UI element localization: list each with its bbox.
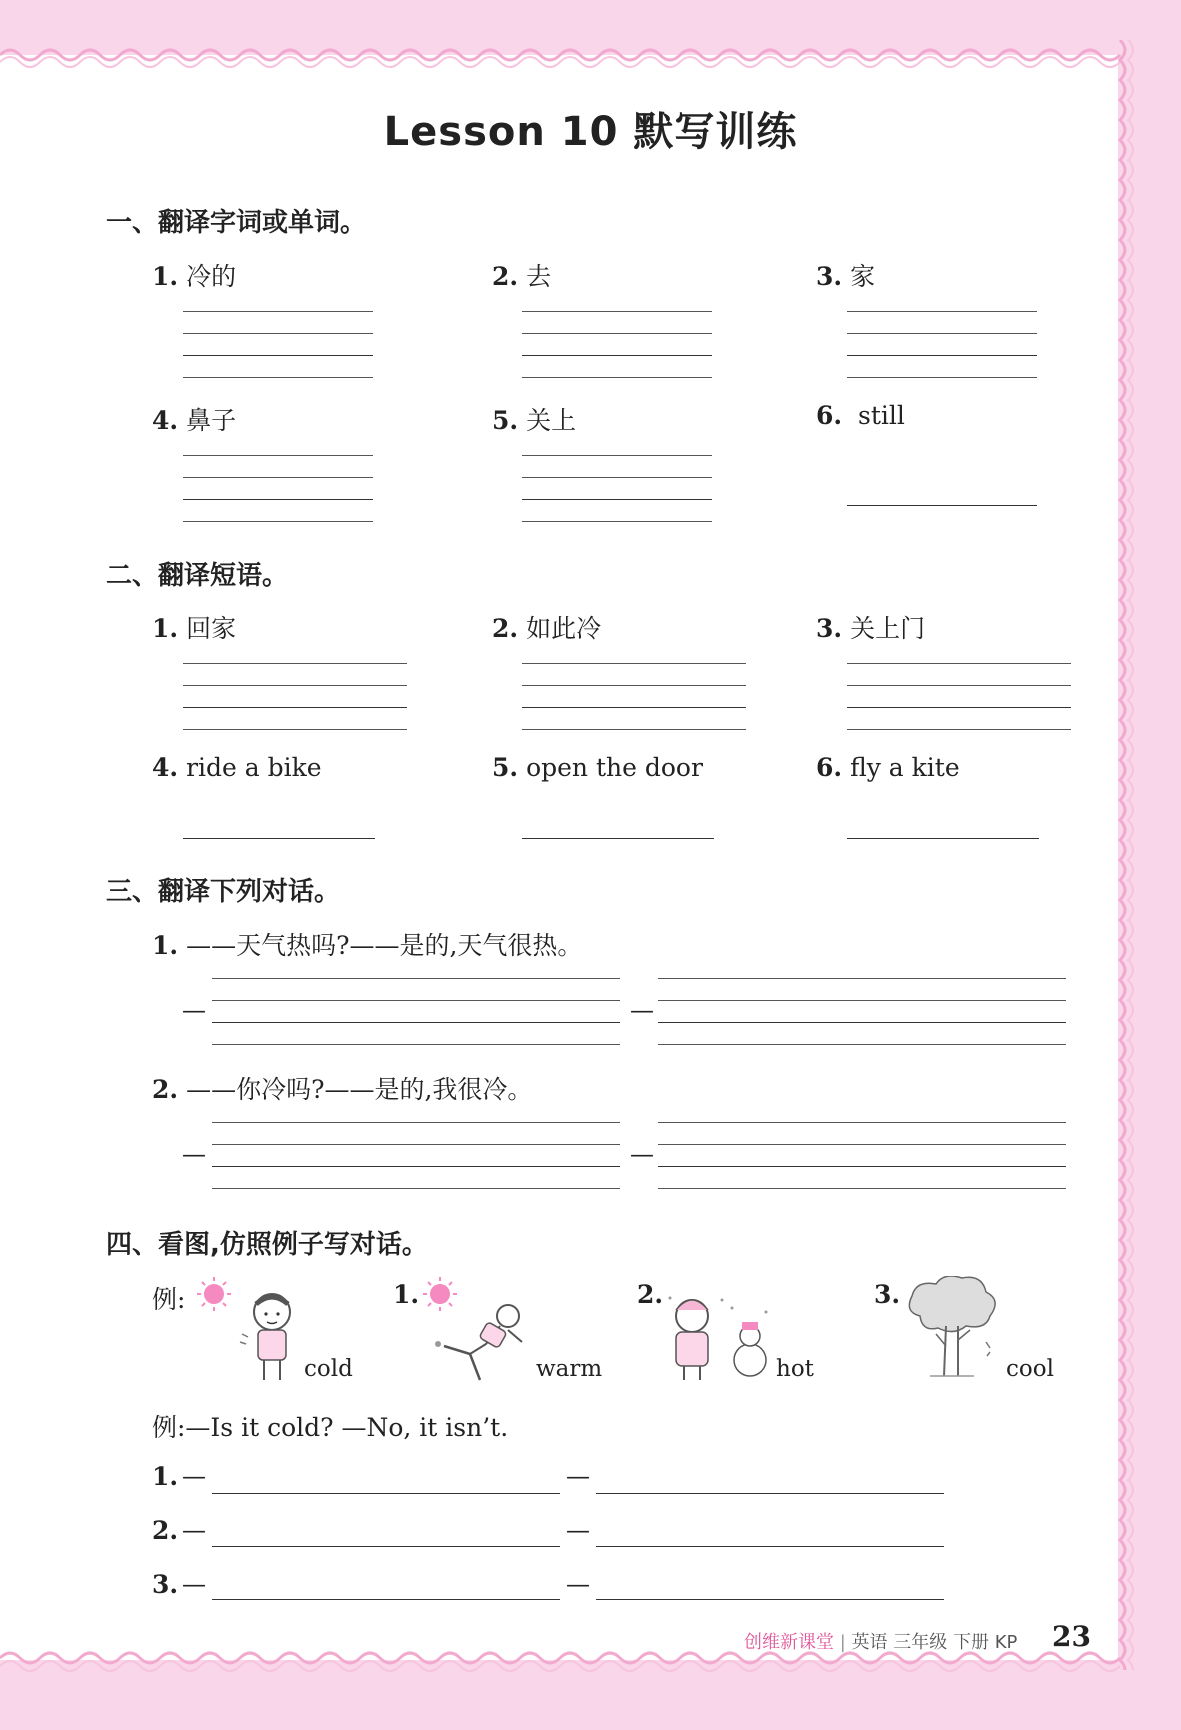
pic-3-caption: cool — [1006, 1356, 1054, 1382]
s2-item-6: 6. fly a kite — [816, 753, 960, 782]
s4-row-3-line-a[interactable] — [212, 1599, 560, 1600]
s3-item-2: 2. ——你冷吗?——是的,我很冷。 — [152, 1075, 533, 1104]
s2-answer-line-4[interactable] — [183, 838, 375, 839]
s1-item-3: 3. 家 — [816, 262, 876, 291]
footer: 创维新课堂 | 英语 三年级 下册 KP — [744, 1632, 1018, 1653]
page-title: Lesson 10 默写训练 — [383, 109, 798, 155]
sun-icon — [196, 1276, 232, 1312]
s4-row-1-dash-b: — — [566, 1462, 590, 1490]
s4-row-3-dash-b: — — [566, 1570, 590, 1598]
s3-2-dash-a: — — [182, 1140, 206, 1168]
s4-row-1-line-a[interactable] — [212, 1493, 560, 1494]
s4-row-3-num: 3. — [152, 1570, 179, 1599]
s2-item-1: 1. 回家 — [152, 614, 237, 643]
pic-3-label: 3. — [874, 1280, 901, 1309]
s2-answer-line-5[interactable] — [522, 838, 714, 839]
s4-row-3-line-b[interactable] — [596, 1599, 944, 1600]
right-wave-border — [1108, 40, 1138, 1670]
s4-row-2-dash-b: — — [566, 1516, 590, 1544]
footer-brand: 创维新课堂 — [744, 1632, 834, 1653]
s1-answer-line-6[interactable] — [847, 505, 1037, 506]
snowman-icon — [662, 1290, 780, 1382]
page-number: 23 — [1052, 1620, 1091, 1653]
pic-1-label: 1. — [393, 1280, 420, 1309]
section-3-heading: 三、翻译下列对话。 — [106, 877, 341, 907]
pic-2-caption: hot — [776, 1356, 814, 1382]
s1-item-4: 4. 鼻子 — [152, 406, 237, 435]
s1-item-6: 6. still — [816, 401, 905, 430]
s2-item-5: 5. open the door — [492, 753, 703, 782]
s1-item-1: 1. 冷的 — [152, 262, 237, 291]
pic-example-caption: cold — [304, 1356, 353, 1382]
s4-example-dialogue: 例:—Is it cold? —No, it isn’t. — [152, 1413, 509, 1442]
pic-1-caption: warm — [536, 1356, 603, 1382]
section-4-heading: 四、看图,仿照例子写对话。 — [106, 1230, 428, 1260]
s3-2-dash-b: — — [630, 1140, 654, 1168]
s4-row-2-line-b[interactable] — [596, 1546, 944, 1547]
s1-item-2: 2. 去 — [492, 262, 552, 291]
s2-item-3: 3. 关上门 — [816, 614, 926, 643]
s4-row-2-dash-a: — — [182, 1516, 206, 1544]
kicking-boy-illustration — [430, 1300, 530, 1386]
footer-info: 英语 三年级 下册 KP — [851, 1632, 1018, 1653]
s3-item-1: 1. ——天气热吗?——是的,天气很热。 — [152, 931, 583, 960]
s4-row-3-dash-a: — — [182, 1570, 206, 1598]
s4-row-2-line-a[interactable] — [212, 1546, 560, 1547]
tree-icon — [900, 1276, 1004, 1382]
s2-item-4: 4. ride a bike — [152, 753, 322, 782]
s4-row-1-num: 1. — [152, 1462, 179, 1491]
shivering-child-illustration — [236, 1290, 302, 1384]
s4-row-1-line-b[interactable] — [596, 1493, 944, 1494]
s3-1-dash-a: — — [182, 996, 206, 1024]
top-wave-border — [0, 40, 1140, 70]
pic-example-label: 例: — [152, 1285, 186, 1314]
s2-answer-line-6[interactable] — [847, 838, 1039, 839]
section-2-heading: 二、翻译短语。 — [106, 561, 289, 591]
s2-item-2: 2. 如此冷 — [492, 614, 602, 643]
s4-row-2-num: 2. — [152, 1516, 179, 1545]
pic-2-label: 2. — [637, 1280, 664, 1309]
s1-item-5: 5. 关上 — [492, 406, 577, 435]
s3-1-dash-b: — — [630, 996, 654, 1024]
section-1-heading: 一、翻译字词或单词。 — [106, 208, 367, 238]
s4-row-1-dash-a: — — [182, 1462, 206, 1490]
